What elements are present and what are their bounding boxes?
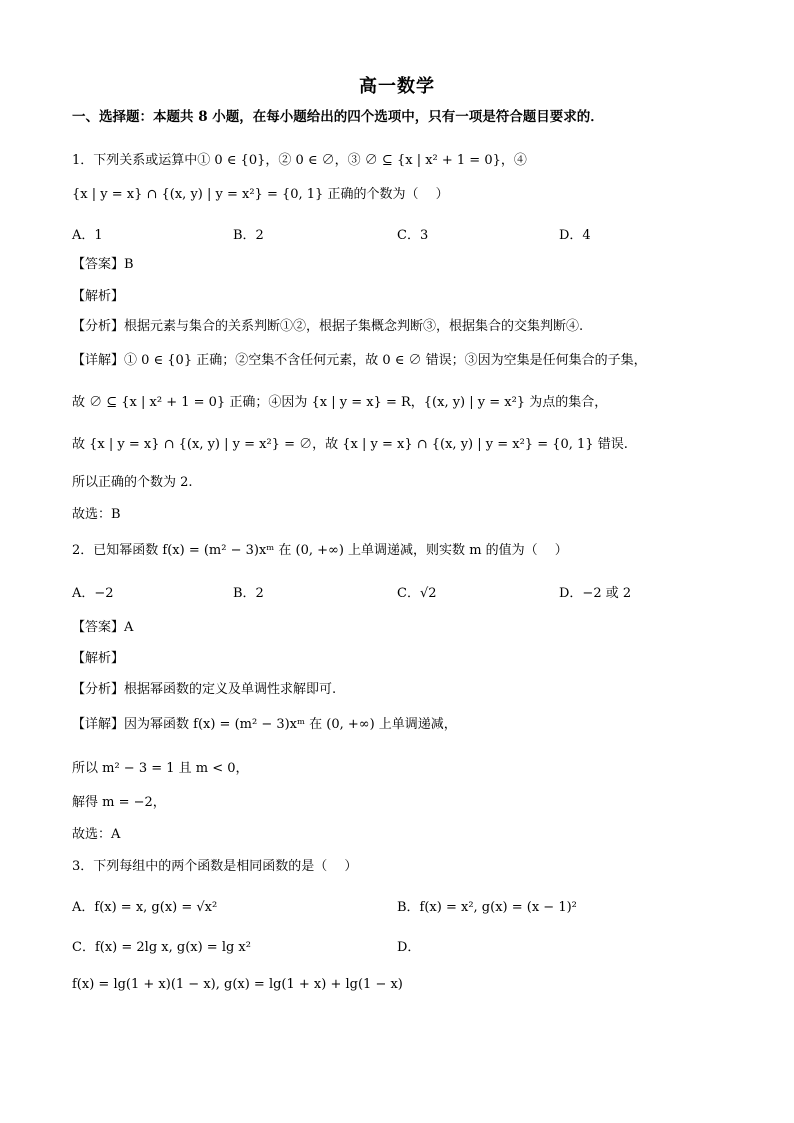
q2-option-d: D．−2 或 2 [559, 586, 632, 601]
q3-option-b: B．f(x) = x², g(x) = (x − 1)² [397, 900, 577, 915]
q2-xiangjie: 【详解】因为幂函数 f(x) = (m² − 3)xᵐ 在 (0, +∞) 上单调递减， [72, 717, 457, 732]
q3-stem: 3．下列每组中的两个函数是相同函数的是（ ） [72, 859, 358, 874]
page-title: 高一数学 [359, 76, 435, 97]
q2-option-a: A．−2 [72, 586, 114, 601]
q2-answer: 【答案】A [72, 620, 134, 635]
q1-xiangjie-1: 【详解】① 0 ∈ {0} 正确；②空集不含任何元素，故 0 ∈ ∅ 错误；③因为空集是任何集合的子集， [72, 353, 647, 368]
q3-option-c: C．f(x) = 2lg x, g(x) = lg x² [72, 940, 251, 955]
q1-answer: 【答案】B [72, 257, 134, 272]
q1-fenxi: 【分析】根据元素与集合的关系判断①②，根据子集概念判断③，根据集合的交集判断④. [72, 319, 584, 334]
q3-option-d: D． [397, 940, 421, 955]
q2-choose: 故选：A [72, 827, 121, 842]
q2-step-2: 解得 m = −2， [72, 795, 166, 810]
q1-option-d: D．4 [559, 228, 591, 243]
q1-stem-line1: 1．下列关系或运算中① 0 ∈ {0}，② 0 ∈ ∅，③ ∅ ⊆ {x | x² + 1 = 0}，④ [72, 153, 527, 168]
q3-option-d-body: f(x) = lg(1 + x)(1 − x), g(x) = lg(1 + x) + lg(1 − x) [72, 977, 403, 992]
q2-fenxi: 【分析】根据幂函数的定义及单调性求解即可. [72, 682, 337, 697]
q2-option-b: B．2 [233, 586, 264, 601]
q1-option-a: A．1 [72, 228, 103, 243]
q2-step-1: 所以 m² − 3 = 1 且 m < 0， [72, 761, 249, 776]
q1-analysis-label: 【解析】 [72, 289, 125, 304]
q1-xiangjie-2: 故 ∅ ⊆ {x | x² + 1 = 0} 正确；④因为 {x | y = x} = R，{(x, y) | y = x²} 为点的集合， [72, 395, 608, 410]
q1-option-b: B．2 [233, 228, 264, 243]
q1-xiangjie-3: 故 {x | y = x} ∩ {(x, y) | y = x²} = ∅，故 {x | y = x} ∩ {(x, y) | y = x²} = {0, 1} 错误. [72, 437, 628, 452]
section-heading: 一、选择题：本题共 8 小题，在每小题给出的四个选项中，只有一项是符合题目要求的． [72, 109, 604, 125]
q1-option-c: C．3 [397, 228, 429, 243]
q1-choose: 故选：B [72, 507, 121, 522]
q2-option-c: C．√2 [397, 586, 437, 601]
q1-conclusion: 所以正确的个数为 2. [72, 475, 193, 490]
q3-option-a: A．f(x) = x, g(x) = √x² [72, 900, 218, 915]
q1-stem-line2: {x | y = x} ∩ {(x, y) | y = x²} = {0, 1} 正确的个数为（ ） [72, 187, 449, 202]
q2-analysis-label: 【解析】 [72, 651, 125, 666]
q2-stem: 2．已知幂函数 f(x) = (m² − 3)xᵐ 在 (0, +∞) 上单调递减，则实数 m 的值为（ ） [72, 543, 568, 558]
